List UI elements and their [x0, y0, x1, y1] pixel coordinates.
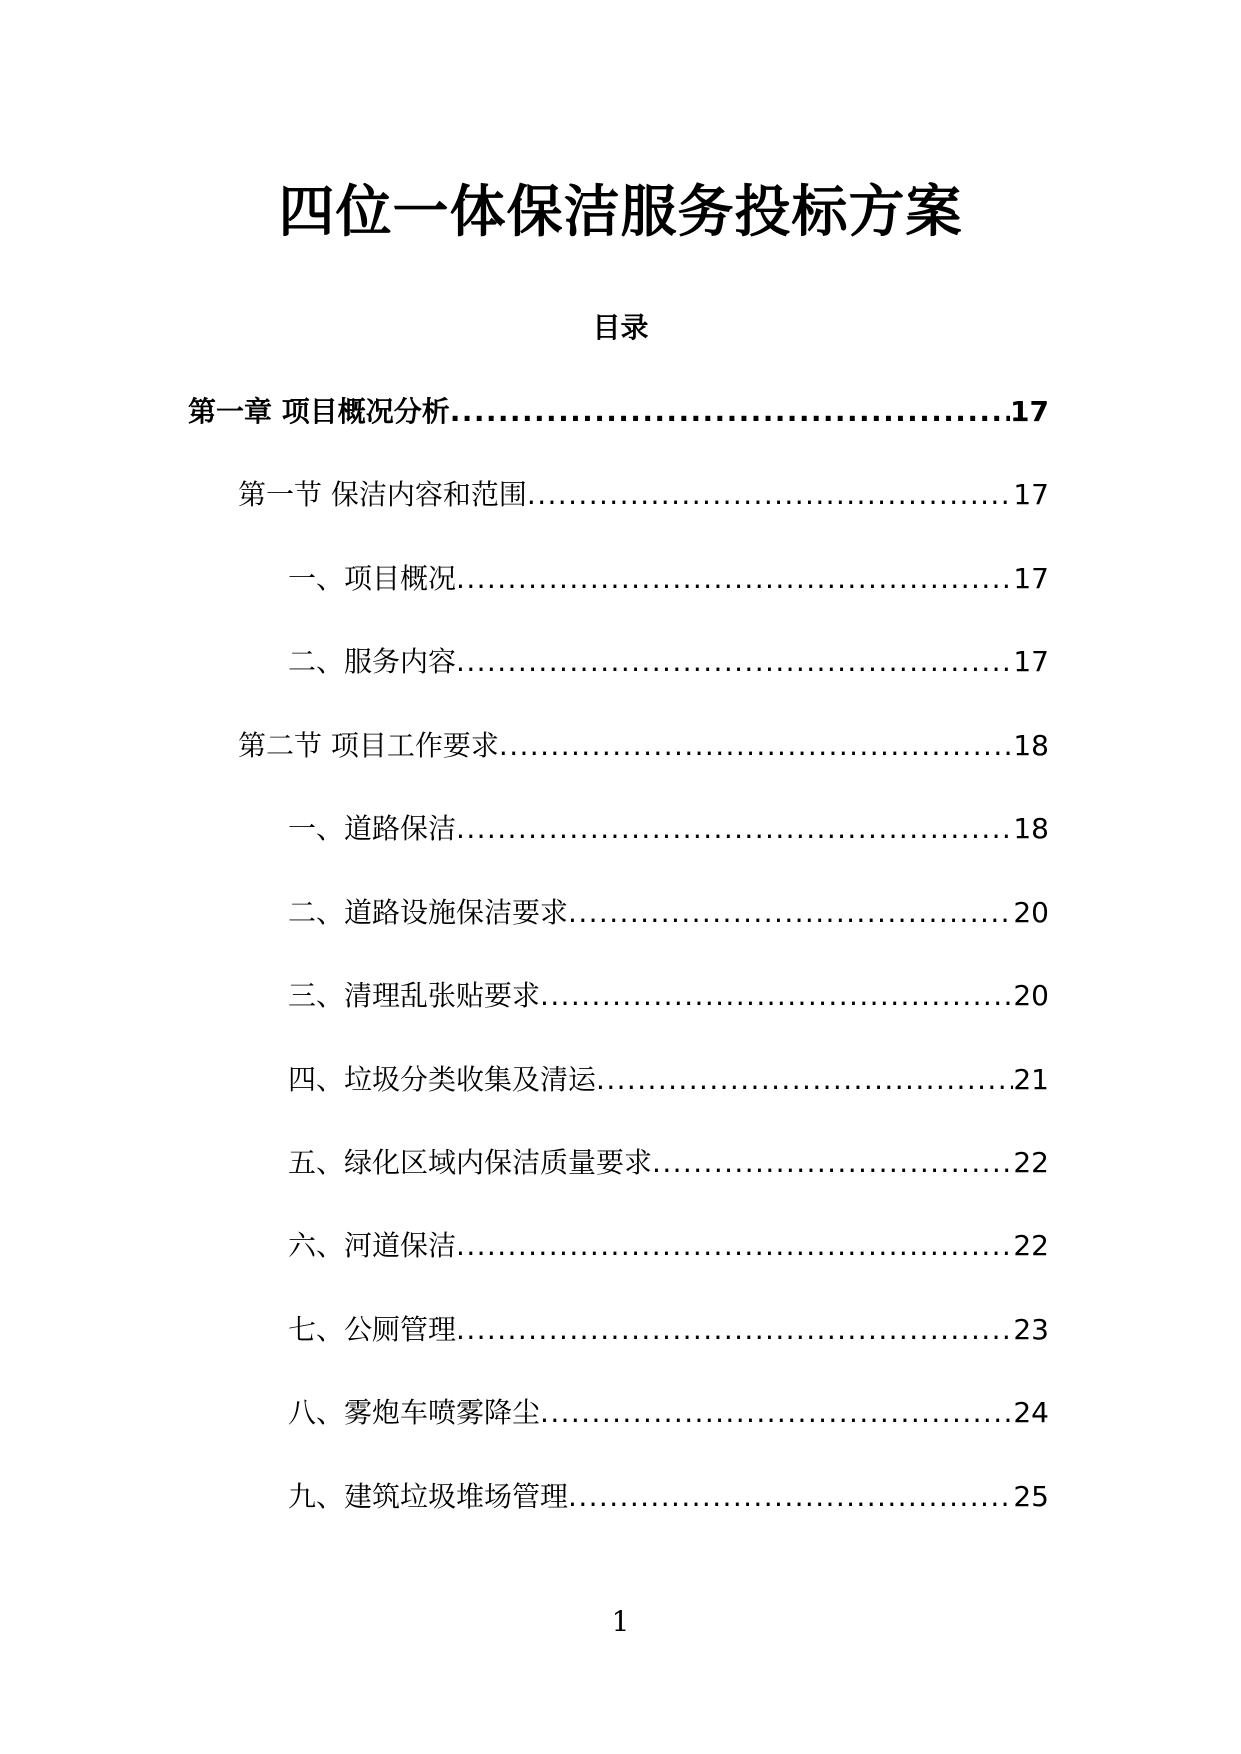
toc-entry-page: 23	[1013, 1313, 1049, 1346]
toc-entry-item[interactable]	[288, 559, 1049, 599]
toc-entry-label: 五、绿化区域内保洁质量要求	[288, 1146, 653, 1179]
page-number: 1	[611, 1605, 630, 1638]
toc-entry-page: 17	[1013, 645, 1049, 678]
toc-leader-dots	[652, 1143, 1013, 1183]
toc-entry-item[interactable]	[288, 1060, 1049, 1100]
toc-entry-item[interactable]	[288, 1477, 1049, 1517]
toc-entry-label: 六、河道保洁	[288, 1229, 457, 1262]
toc-entry-item[interactable]	[288, 1226, 1049, 1266]
toc-entry-page: 20	[1013, 896, 1049, 929]
toc-entry-label: 第一节 保洁内容和范围	[238, 478, 527, 511]
toc-entry-item[interactable]	[288, 642, 1049, 682]
toc-entry-label: 四、垃圾分类收集及清运	[288, 1063, 597, 1096]
toc-leader-dots	[568, 1477, 1013, 1517]
toc-leader-dots	[540, 1393, 1013, 1433]
toc-entry-label: 二、道路设施保洁要求	[288, 896, 569, 929]
toc-entry-chapter[interactable]	[188, 392, 1049, 432]
toc-entry-page: 25	[1013, 1480, 1049, 1513]
toc-entry-label: 第二节 项目工作要求	[238, 729, 499, 762]
toc-entry-page: 24	[1013, 1396, 1049, 1429]
toc-entry-page: 17	[1013, 562, 1049, 595]
toc-leader-dots	[540, 976, 1013, 1016]
toc-entry-item[interactable]	[288, 976, 1049, 1016]
toc-entry-page: 18	[1013, 729, 1049, 762]
document-title: 四位一体保洁服务投标方案	[278, 180, 963, 245]
toc-leader-dots	[456, 1226, 1013, 1266]
toc-entry-item[interactable]	[288, 809, 1049, 849]
toc-entry-section[interactable]	[238, 726, 1049, 766]
toc-entry-page: 22	[1013, 1146, 1049, 1179]
toc-leader-dots	[527, 475, 1013, 515]
toc-leader-dots	[456, 559, 1013, 599]
toc-entry-label: 八、雾炮车喷雾降尘	[288, 1396, 541, 1429]
toc-leader-dots	[456, 809, 1013, 849]
toc-entry-page: 17	[1010, 395, 1049, 428]
toc-entry-item[interactable]	[288, 1393, 1049, 1433]
toc-leader-dots	[456, 642, 1013, 682]
toc-leader-dots	[499, 726, 1013, 766]
toc-entry-label: 一、道路保洁	[288, 812, 457, 845]
toc-entry-label: 一、项目概况	[288, 562, 457, 595]
toc-heading: 目录	[592, 311, 649, 344]
toc-entry-label: 第一章 项目概况分析	[188, 395, 450, 428]
toc-entry-label: 二、服务内容	[288, 645, 457, 678]
toc-entry-section[interactable]	[238, 475, 1049, 515]
toc-entry-page: 17	[1013, 478, 1049, 511]
toc-leader-dots	[596, 1060, 1013, 1100]
toc-leader-dots	[456, 1310, 1013, 1350]
toc-entry-page: 18	[1013, 812, 1049, 845]
toc-leader-dots	[568, 893, 1013, 933]
toc-entry-label: 三、清理乱张贴要求	[288, 979, 541, 1012]
toc-entry-label: 七、公厕管理	[288, 1313, 457, 1346]
toc-entry-page: 21	[1013, 1063, 1049, 1096]
toc-entry-item[interactable]	[288, 893, 1049, 933]
toc-entry-item[interactable]	[288, 1143, 1049, 1183]
toc-entry-page: 22	[1013, 1229, 1049, 1262]
toc-entry-label: 九、建筑垃圾堆场管理	[288, 1480, 569, 1513]
toc-entry-page: 20	[1013, 979, 1049, 1012]
toc-leader-dots	[450, 392, 1010, 432]
toc-entry-item[interactable]	[288, 1310, 1049, 1350]
